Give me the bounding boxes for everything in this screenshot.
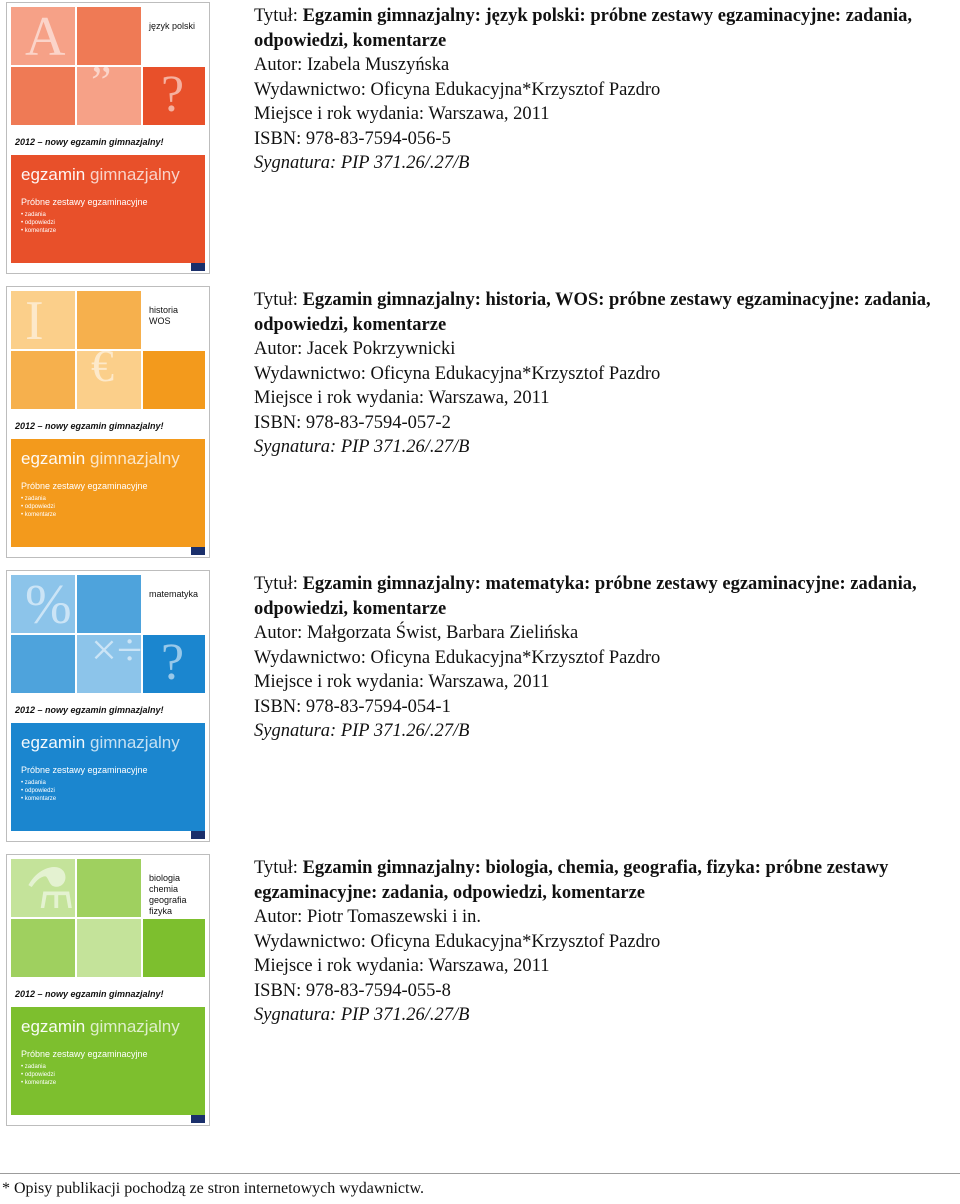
author-line [254,337,958,362]
author-value: Jacek Pokrzywnicki [306,339,456,359]
cover-art [11,575,205,693]
cover-bullet: • odpowiedzi [21,787,56,795]
title-line [254,4,958,53]
book-cover [6,854,210,1126]
cover-bullet: • komentarze [21,511,56,519]
cover-series: Próbne zestawy egzaminacyjne [21,765,148,775]
place-label: Miejsce i rok wydania: [254,104,425,124]
cover-subject-line: historia [149,305,179,315]
author-label: Autor: [254,55,303,75]
book-cover [6,570,210,842]
title-line [254,856,958,905]
cover-glyph: A [25,6,66,68]
cover-brand-b: gimnazjalny [90,165,180,184]
isbn-value: 978-83-7594-055-8 [305,980,451,1001]
cover-tile [11,919,75,977]
publisher-label: Wydawnictwo: [254,79,366,100]
cover-slogan: 2012 – nowy egzamin gimnazjalny! [15,137,164,147]
cover-tile [11,635,75,693]
book-cover [6,286,210,558]
footnote: * Opisy publikacji pochodzą ze stron internetowych wydawnictw. [2,1180,424,1197]
cover-glyph: ” [91,56,112,107]
author-label: Autor: [254,339,303,359]
cover-bullets [21,1063,56,1087]
title-label: Tytuł: [254,574,298,594]
cover-slogan: 2012 – nowy egzamin gimnazjalny! [15,705,164,715]
cover-slogan: 2012 – nowy egzamin gimnazjalny! [15,421,164,431]
isbn-line [254,979,958,1004]
cover-tile [77,919,141,977]
signature-label: Sygnatura: [254,153,337,173]
isbn-line [254,127,958,152]
publication-metadata [254,4,958,176]
author-line [254,905,958,930]
cover-bullet: • odpowiedzi [21,219,56,227]
place-value: Warszawa, 2011 [428,672,550,692]
cover-glyph: % [25,574,72,636]
cover-subject-line: geografia [149,895,187,905]
signature-value: PIP 371.26/.27/B [340,153,470,173]
place-line [254,386,958,411]
cover-glyph: I [25,290,44,352]
place-value: Warszawa, 2011 [428,956,550,976]
author-value: Małgorzata Świst, Barbara Zielińska [306,623,579,643]
title-label: Tytuł: [254,290,298,310]
cover-brand [21,165,180,185]
publisher-line [254,78,958,103]
cover-subject-line: język polski [149,21,196,31]
cover-bullet: • komentarze [21,795,56,803]
signature-line [254,151,958,176]
publisher-line [254,930,958,955]
publication-metadata [254,572,958,744]
publisher-value: Oficyna Edukacyjna*Krzysztof Pazdro [370,79,661,100]
author-line [254,621,958,646]
cover-brand-a: egzamin [21,449,86,468]
publisher-label: Wydawnictwo: [254,647,366,668]
author-value: Piotr Tomaszewski i in. [306,907,482,927]
cover-subject-line: biologia [149,873,181,883]
place-label: Miejsce i rok wydania: [254,956,425,976]
cover-art [11,7,205,125]
signature-label: Sygnatura: [254,1005,337,1025]
isbn-value: 978-83-7594-054-1 [305,696,451,717]
cover-brand [21,733,180,753]
cover-bullets [21,211,56,235]
book-title: Egzamin gimnazjalny: język polski: próbne zestawy egzaminacyjne: zadania, odpowiedzi, komentarze [254,6,912,51]
place-line [254,670,958,695]
isbn-label: ISBN: [254,696,302,717]
signature-value: PIP 371.26/.27/B [340,1005,470,1025]
cover-brand [21,1017,180,1037]
cover-brand-b: gimnazjalny [90,449,180,468]
cover-subject [149,21,209,32]
isbn-value: 978-83-7594-057-2 [305,412,451,433]
cover-subject [149,305,209,327]
title-line [254,288,958,337]
cover-brand-b: gimnazjalny [90,1017,180,1036]
cover-series: Próbne zestawy egzaminacyjne [21,481,148,491]
cover-bullet: • zadania [21,211,56,219]
signature-label: Sygnatura: [254,721,337,741]
cover-glyph: ×÷ [91,624,143,675]
publisher-logo-icon [191,263,205,271]
isbn-label: ISBN: [254,412,302,433]
cover-glyph: ⚗ [25,859,76,921]
publisher-label: Wydawnictwo: [254,931,366,952]
footnote-divider [0,1173,960,1174]
place-line [254,102,958,127]
book-cover [6,2,210,274]
place-line [254,954,958,979]
publisher-logo-icon [191,1115,205,1123]
cover-series: Próbne zestawy egzaminacyjne [21,1049,148,1059]
title-label: Tytuł: [254,858,298,878]
book-title: Egzamin gimnazjalny: matematyka: próbne zestawy egzaminacyjne: zadania, odpowiedzi, komentarze [254,574,917,619]
place-value: Warszawa, 2011 [428,104,550,124]
cover-glyph: ? [161,634,185,691]
cover-brand-a: egzamin [21,1017,86,1036]
title-line [254,572,958,621]
cover-subject [149,873,209,917]
isbn-label: ISBN: [254,980,302,1001]
cover-brand-b: gimnazjalny [90,733,180,752]
cover-bullet: • komentarze [21,1079,56,1087]
cover-glyph: ? [161,66,185,123]
cover-subject [149,589,209,600]
cover-bullet: • zadania [21,779,56,787]
cover-art [11,291,205,409]
cover-band [11,155,205,263]
signature-line [254,1003,958,1028]
cover-tile [143,7,205,65]
cover-tile [11,67,75,125]
signature-value: PIP 371.26/.27/B [340,437,470,457]
isbn-line [254,411,958,436]
publisher-line [254,646,958,671]
cover-slogan: 2012 – nowy egzamin gimnazjalny! [15,989,164,999]
publisher-logo-icon [191,547,205,555]
cover-brand-a: egzamin [21,165,86,184]
cover-subject-line: chemia [149,884,179,894]
title-label: Tytuł: [254,6,298,26]
cover-band [11,723,205,831]
publisher-logo-icon [191,831,205,839]
isbn-value: 978-83-7594-056-5 [305,128,451,149]
book-title: Egzamin gimnazjalny: historia, WOS: próbne zestawy egzaminacyjne: zadania, odpowiedzi, komentarze [254,290,931,335]
cover-bullets [21,495,56,519]
book-title: Egzamin gimnazjalny: biologia, chemia, geografia, fizyka: próbne zestawy egzaminacyjne: zadania, odpowiedzi, komentarze [254,858,889,903]
cover-brand [21,449,180,469]
cover-bullet: • odpowiedzi [21,1071,56,1079]
cover-bullet: • odpowiedzi [21,503,56,511]
publication-metadata [254,856,958,1028]
publisher-value: Oficyna Edukacyjna*Krzysztof Pazdro [370,363,661,384]
publication-metadata [254,288,958,460]
place-label: Miejsce i rok wydania: [254,672,425,692]
cover-bullets [21,779,56,803]
cover-art [11,859,205,977]
cover-subject-line: matematyka [149,589,199,599]
signature-line [254,435,958,460]
isbn-label: ISBN: [254,128,302,149]
cover-tile [143,575,205,633]
author-label: Autor: [254,907,303,927]
author-line [254,53,958,78]
cover-subject-line: fizyka [149,906,173,916]
cover-glyph: € [91,340,114,391]
cover-tile [11,351,75,409]
author-value: Izabela Muszyńska [306,55,450,75]
cover-bullet: • zadania [21,495,56,503]
publisher-line [254,362,958,387]
place-value: Warszawa, 2011 [428,388,550,408]
cover-subject-line: WOS [149,316,171,326]
publisher-value: Oficyna Edukacyjna*Krzysztof Pazdro [370,931,661,952]
cover-brand-a: egzamin [21,733,86,752]
publisher-value: Oficyna Edukacyjna*Krzysztof Pazdro [370,647,661,668]
cover-band [11,1007,205,1115]
cover-band [11,439,205,547]
cover-tile [143,351,205,409]
cover-bullet: • zadania [21,1063,56,1071]
publisher-label: Wydawnictwo: [254,363,366,384]
cover-tile [143,919,205,977]
signature-line [254,719,958,744]
isbn-line [254,695,958,720]
cover-tile [77,859,141,917]
signature-value: PIP 371.26/.27/B [340,721,470,741]
cover-series: Próbne zestawy egzaminacyjne [21,197,148,207]
author-label: Autor: [254,623,303,643]
signature-label: Sygnatura: [254,437,337,457]
cover-bullet: • komentarze [21,227,56,235]
place-label: Miejsce i rok wydania: [254,388,425,408]
